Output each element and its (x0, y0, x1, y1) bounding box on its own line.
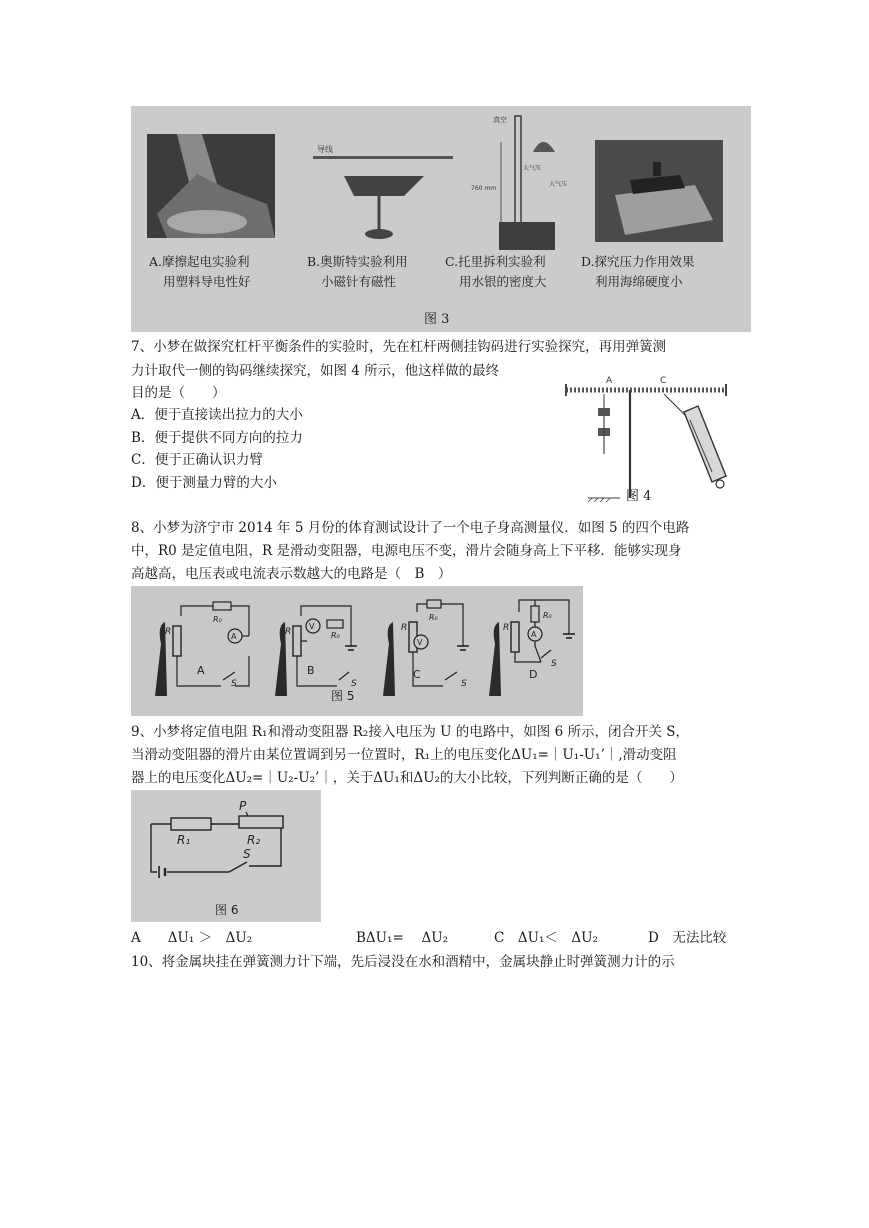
figure-5-circuits (131, 586, 583, 716)
torricelli-experiment-image (471, 112, 581, 252)
svg-text:S: S (231, 679, 237, 689)
q9-option-c: C ΔU₁＜ ΔU₂ (494, 930, 598, 946)
q8-line1: 8、小梦为济宁市 2014 年 5 月份的体育测试设计了一个电子身高测量仪．如图 5 的四个电路 (131, 520, 690, 536)
svg-text:P: P (239, 799, 247, 813)
svg-text:S: S (351, 679, 357, 689)
svg-text:R₂: R₂ (247, 833, 261, 847)
figure-4-label: 图 4 (626, 489, 652, 504)
panel-d-caption: D.探究压力作用效果 利用海绵硬度小 (581, 254, 695, 289)
q10-line1: 10、将金属块挂在弹簧测力计下端，先后浸没在水和酒精中，金属块静止时弹簧测力计的示 (131, 954, 675, 970)
svg-text:R₀: R₀ (429, 613, 438, 622)
svg-text:R: R (285, 627, 292, 637)
svg-text:S: S (461, 679, 467, 689)
svg-text:C: C (413, 668, 421, 681)
svg-text:A: A (531, 630, 537, 639)
figure-3-photo (131, 106, 751, 332)
svg-text:大气压: 大气压 (523, 165, 542, 172)
svg-text:V: V (417, 638, 423, 647)
pressure-effect-image (595, 140, 723, 242)
q7-option-b: B．便于提供不同方向的拉力 (131, 430, 303, 446)
q8-line3: 高越高，电压表或电流表示数越大的电路是（ B ） (131, 566, 452, 582)
oersted-experiment-image (309, 136, 459, 246)
friction-electrification-image (147, 134, 275, 238)
panel-c-caption: C.托里拆利实验利 用水银的密度大 (445, 254, 547, 289)
figure-3-label: 图 3 (424, 312, 450, 327)
panel-b-caption: B.奥斯特实验利用 小磁针有磁性 (307, 254, 408, 289)
figure-6-label: 图 6 (215, 903, 239, 917)
q9-line1: 9、小梦将定值电阻 R₁和滑动变阻器 R₂接入电压为 U 的电路中，如图 6 所示，闭合开关 S， (131, 724, 689, 740)
q9-option-d: D 无法比较 (648, 930, 727, 946)
wire-label: 导线 (317, 145, 333, 154)
svg-text:R: R (165, 627, 172, 637)
svg-text:R₁: R₁ (177, 833, 191, 847)
figure-6-circuit (131, 790, 321, 922)
q8-line2: 中，R0 是定值电阻，R 是滑动变阻器，电源电压不变，滑片会随身高上下平移．能够实现身 (131, 543, 682, 559)
q7-option-a: A．便于直接读出拉力的大小 (131, 407, 303, 423)
svg-text:D: D (529, 668, 538, 681)
svg-text:S: S (551, 659, 557, 669)
q7-option-c: C．便于正确认识力臂 (131, 452, 263, 468)
svg-text:真空: 真空 (493, 116, 507, 124)
svg-text:A: A (197, 664, 205, 677)
svg-text:R₀: R₀ (331, 631, 340, 640)
svg-text:C: C (660, 376, 667, 386)
panel-a-caption: A.摩擦起电实验利 用塑料导电性好 (149, 254, 251, 289)
q9-option-a: A ΔU₁ ＞ ΔU₂ (131, 930, 253, 946)
q7-option-d: D．便于测量力臂的大小 (131, 475, 277, 491)
svg-text:R: R (503, 623, 510, 633)
svg-text:R: R (401, 623, 408, 633)
q9-line3: 器上的电压变化ΔU₂=｜U₂-U₂’｜，关于ΔU₁和ΔU₂的大小比较，下列判断正确的是（ ） (131, 770, 683, 786)
svg-text:S: S (243, 847, 251, 861)
svg-text:R₀: R₀ (543, 611, 552, 620)
q9-line2: 当滑动变阻器的滑片由某位置调到另一位置时，R₁上的电压变化ΔU₁=｜U₁-U₁’｜,滑动变阻 (131, 747, 677, 763)
svg-text:A: A (231, 632, 237, 641)
svg-text:760 mm: 760 mm (471, 185, 497, 192)
figure-5-label: 图 5 (331, 689, 355, 703)
q7-line1: 7、小梦在做探究杠杆平衡条件的实验时，先在杠杆两侧挂钩码进行实验探究，再用弹簧测 (131, 339, 667, 355)
svg-text:B: B (307, 664, 315, 677)
svg-text:大气压: 大气压 (549, 181, 568, 188)
svg-text:A: A (606, 376, 613, 386)
svg-text:R₀: R₀ (213, 615, 222, 624)
q7-line2: 力计取代一侧的钩码继续探究，如图 4 所示，他这样做的最终 (131, 363, 500, 379)
q7-line3: 目的是（ ） (131, 385, 226, 401)
q9-option-b: BΔU₁= ΔU₂ (356, 930, 449, 946)
svg-text:V: V (309, 622, 315, 631)
